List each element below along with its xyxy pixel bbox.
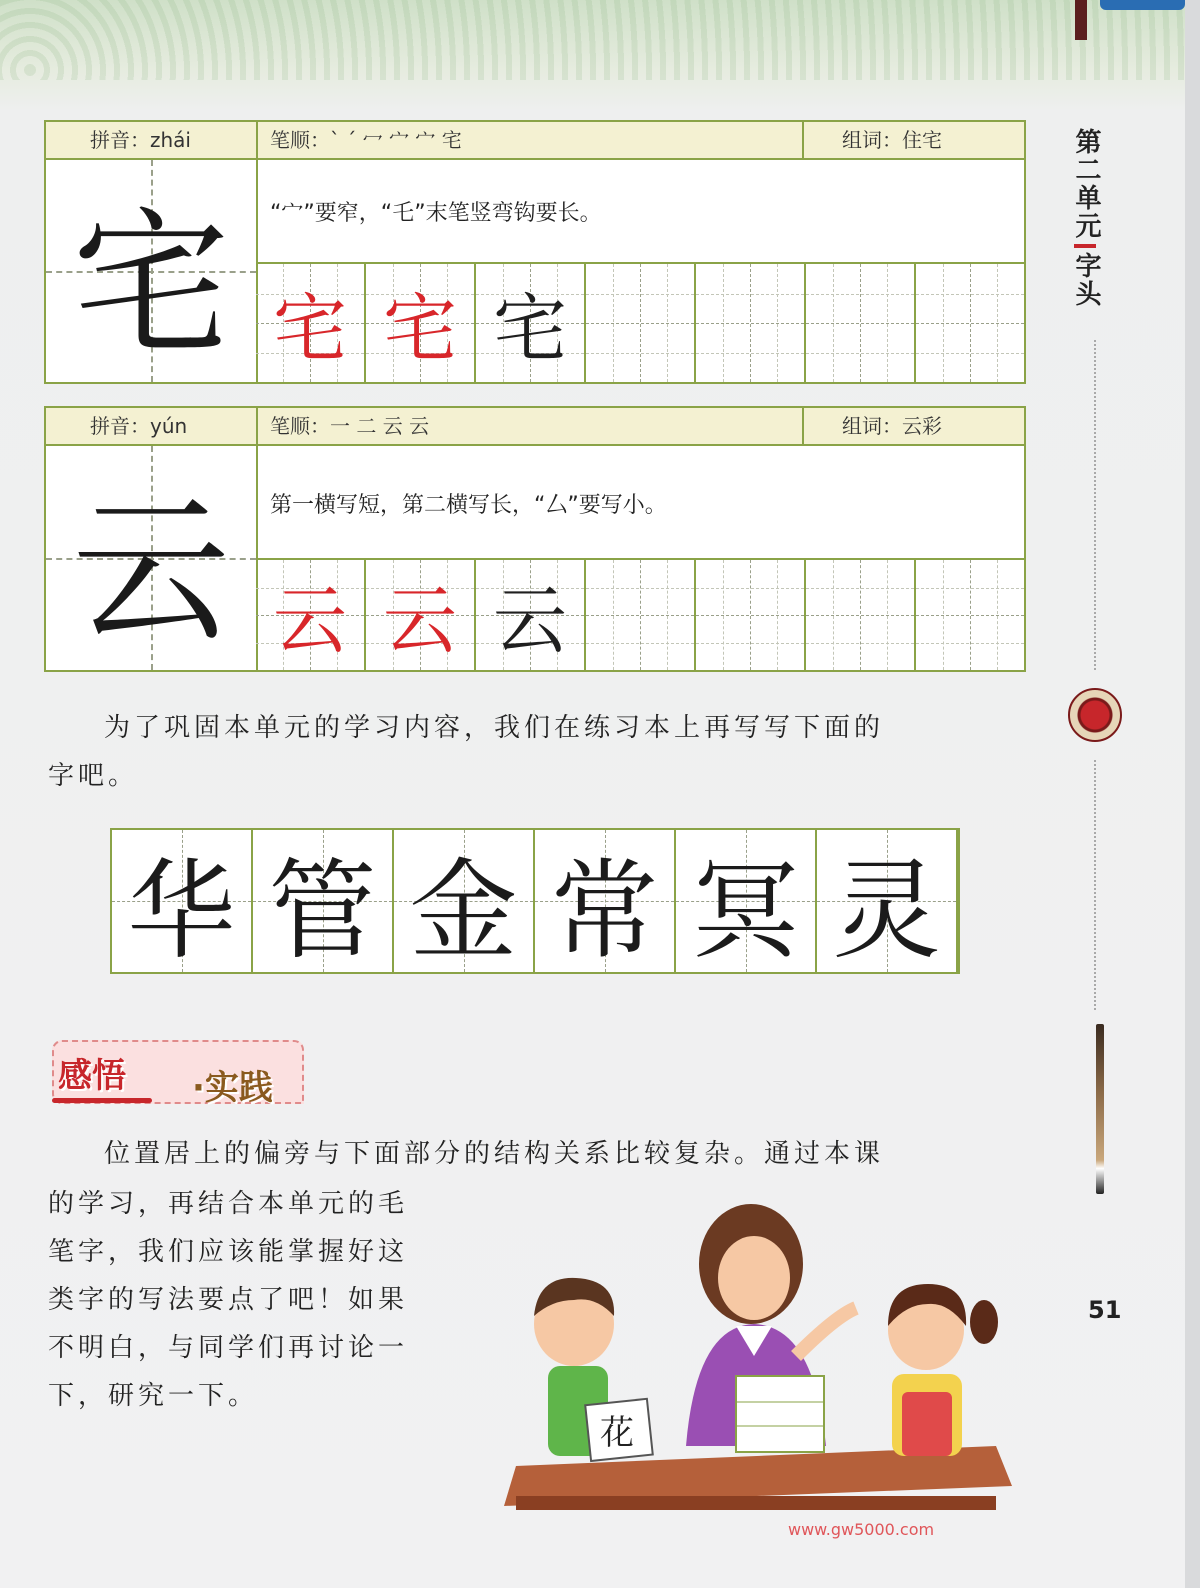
book-spine-edge [1075, 0, 1087, 40]
practice-text-line-1: 位置居上的偏旁与下面部分的结构关系比较复杂。通过本课 [104, 1139, 885, 1169]
classroom-illustration [496, 1196, 1016, 1526]
pinyin-label: 拼音：zhái [90, 128, 191, 152]
tracing-box [806, 560, 916, 670]
watermark: www.gw5000.com [788, 1520, 935, 1539]
tracing-box [586, 560, 696, 670]
tracing-character [696, 264, 804, 382]
bookmark-edge [1100, 0, 1185, 10]
side-dotted-line [1094, 760, 1096, 1010]
intro-line-2: 字吧。 [48, 761, 139, 791]
tracing-character [916, 264, 1024, 382]
tracing-box [476, 560, 586, 670]
tracing-box [476, 264, 586, 382]
tracing-box [366, 560, 476, 670]
tracing-character [586, 264, 694, 382]
practice-character-strip [110, 828, 960, 974]
tracing-grid [256, 264, 1024, 382]
tracing-character: 云 [273, 578, 347, 664]
tracing-character [696, 560, 804, 670]
pinyin-label: 拼音：yún [90, 414, 188, 438]
tracing-character: 云 [383, 578, 457, 664]
side-dotted-line [1094, 340, 1096, 670]
strip-character: 冥 [691, 848, 800, 974]
writing-tip-row [256, 160, 1024, 264]
decorative-header-band [0, 0, 1185, 80]
model-character-box [46, 446, 258, 670]
card-header [46, 408, 1024, 446]
model-character: 云 [72, 479, 230, 664]
brush-icon [1096, 1024, 1104, 1194]
character-card-zhai [44, 120, 1026, 384]
strip-character-box [535, 830, 676, 972]
intro-line-1: 为了巩固本单元的学习内容，我们在练习本上再写写下面的 [104, 713, 885, 743]
practice-text-line-6: 下，研究一下。 [48, 1381, 259, 1411]
tracing-box [806, 264, 916, 382]
strip-character: 管 [268, 848, 377, 974]
tracing-character [806, 560, 914, 670]
tracing-character: 宅 [493, 286, 567, 372]
tracing-character [586, 560, 694, 670]
strip-character-box [817, 830, 958, 972]
practice-text-line-3: 笔字，我们应该能掌握好这 [48, 1237, 409, 1267]
writing-tip: 第一横写短，第二横写长，“厶”要写小。 [270, 493, 667, 518]
section-title [52, 1040, 302, 1108]
tracing-grid [256, 560, 1024, 670]
tracing-box [696, 264, 806, 382]
strip-character: 常 [550, 848, 659, 974]
tracing-box [366, 264, 476, 382]
tracing-box [916, 264, 1024, 382]
strip-character: 金 [409, 848, 518, 974]
strip-character: 灵 [832, 848, 941, 974]
dragon-emblem-icon [1068, 688, 1122, 742]
tracing-character: 宅 [273, 286, 347, 372]
strip-character: 华 [127, 848, 236, 974]
strip-character-box [253, 830, 394, 972]
word-example: 组词：住宅 [842, 128, 942, 152]
tracing-character [806, 264, 914, 382]
tracing-box [916, 560, 1024, 670]
topic-label: 字头 [1071, 252, 1101, 308]
character-card-yun [44, 406, 1026, 672]
tracing-box [256, 264, 366, 382]
section-title-a: 感悟 [58, 1056, 126, 1096]
writing-tip-row [256, 446, 1024, 560]
practice-text-line-2: 的学习，再结合本单元的毛 [48, 1189, 409, 1219]
strip-character-box [112, 830, 253, 972]
practice-text-line-4: 类字的写法要点了吧！如果 [48, 1285, 409, 1315]
stroke-order: 笔顺：一 二 云 云 [270, 414, 430, 438]
strip-character-box [676, 830, 817, 972]
unit-label: 第二单元 [1071, 128, 1101, 240]
tracing-box [696, 560, 806, 670]
word-example: 组词：云彩 [842, 414, 942, 438]
tracing-character [916, 560, 1024, 670]
tracing-character: 宅 [383, 286, 457, 372]
writing-tip: “宀”要窄，“乇”末笔竖弯钩要长。 [270, 201, 602, 226]
practice-text-line-5: 不明白，与同学们再讨论一 [48, 1333, 409, 1363]
tracing-box [586, 264, 696, 382]
page-number: 51 [1088, 1296, 1122, 1324]
model-character-box [46, 160, 258, 382]
tracing-character: 云 [493, 578, 567, 664]
flower-card-text: 花 [600, 1413, 634, 1453]
stroke-order: 笔顺：` ˊ 冖 宀 宀 宅 [270, 128, 462, 152]
tracing-box [256, 560, 366, 670]
card-header [46, 122, 1024, 160]
strip-character-box [394, 830, 535, 972]
model-character: 宅 [72, 192, 230, 377]
unit-side-tab [1068, 128, 1102, 308]
section-title-b: ·实践 [192, 1068, 273, 1108]
